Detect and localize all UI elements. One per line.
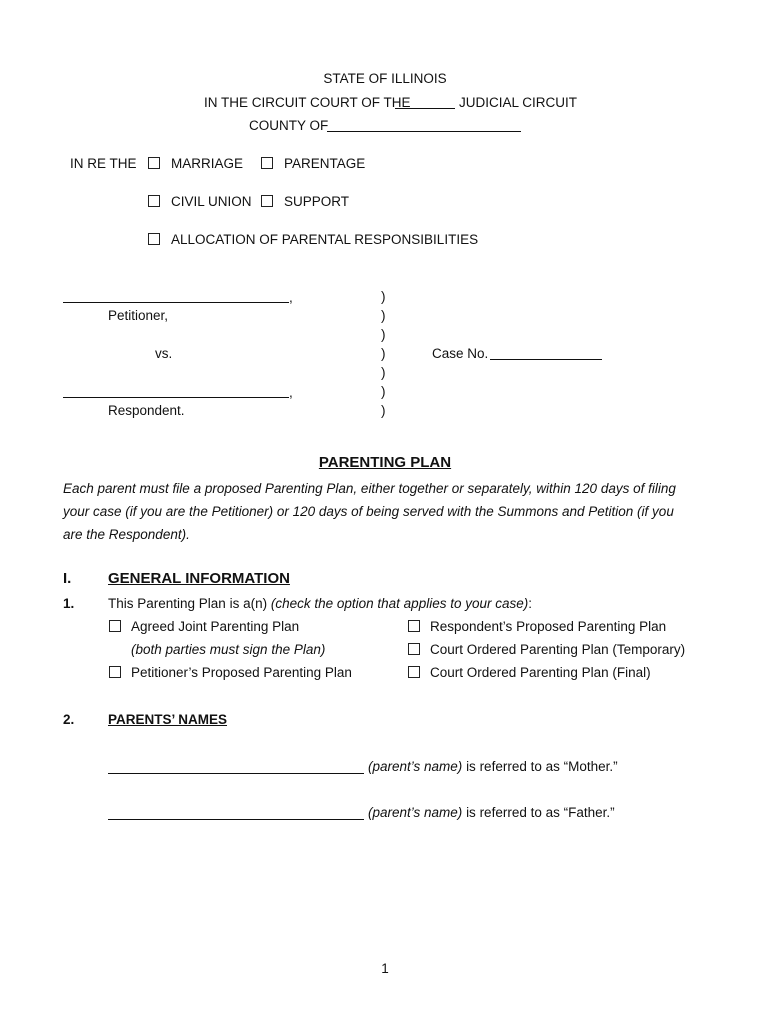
respondent-name-field[interactable] xyxy=(63,397,289,398)
section-numeral: I. xyxy=(63,570,72,587)
paren: ) xyxy=(381,365,386,380)
item-number: 2. xyxy=(63,712,75,727)
marriage-checkbox[interactable] xyxy=(148,157,160,169)
county-label: COUNTY OF xyxy=(249,118,329,133)
mother-name-field[interactable] xyxy=(108,773,364,774)
support-checkbox[interactable] xyxy=(261,195,273,207)
respondent-plan-checkbox[interactable] xyxy=(408,620,420,632)
in-re-label: IN RE THE xyxy=(70,156,137,171)
plan-type-question xyxy=(108,596,532,612)
case-no-label: Case No. xyxy=(432,346,489,361)
parents-names-heading: PARENTS’ NAMES xyxy=(108,712,228,727)
state-heading: STATE OF ILLINOIS xyxy=(323,71,447,86)
document-title: PARENTING PLAN xyxy=(318,454,452,471)
intro-paragraph xyxy=(63,477,713,546)
case-no-field[interactable] xyxy=(490,359,602,360)
county-field[interactable] xyxy=(327,131,521,132)
court-temporary-checkbox[interactable] xyxy=(408,643,420,655)
father-label: is referred to as “Father.” xyxy=(466,805,615,820)
agreed-plan-checkbox[interactable] xyxy=(109,620,121,632)
paren: ) xyxy=(381,346,386,361)
allocation-label: ALLOCATION OF PARENTAL RESPONSIBILITIES xyxy=(171,232,479,247)
intro-line: Each parent must file a proposed Parenting Plan, either together or separately, within 120 days of filing xyxy=(63,481,676,496)
father-line-text xyxy=(368,805,615,821)
support-label: SUPPORT xyxy=(284,194,350,209)
paren: ) xyxy=(381,327,386,342)
civil-union-label: CIVIL UNION xyxy=(171,194,252,209)
section-heading: GENERAL INFORMATION xyxy=(108,570,290,587)
plan-type-colon: : xyxy=(528,596,533,611)
civil-union-checkbox[interactable] xyxy=(148,195,160,207)
court-prefix: IN THE CIRCUIT COURT OF THE xyxy=(204,95,411,110)
page-number: 1 xyxy=(381,961,389,976)
respondent-comma: , xyxy=(289,385,293,400)
intro-line: your case (if you are the Petitioner) or 120 days of being served with the Summons and Petition (if you xyxy=(63,504,674,519)
agreed-plan-note: (both parties must sign the Plan) xyxy=(131,642,326,657)
petitioner-name-field[interactable] xyxy=(63,302,289,303)
parent-name-hint: (parent’s name) xyxy=(368,805,463,820)
parentage-checkbox[interactable] xyxy=(261,157,273,169)
mother-line-text xyxy=(368,759,618,775)
plan-type-instruction: (check the option that applies to your case) xyxy=(270,596,529,611)
paren: ) xyxy=(381,289,386,304)
intro-line: are the Respondent). xyxy=(63,527,190,542)
petitioner-plan-label: Petitioner’s Proposed Parenting Plan xyxy=(131,665,352,680)
court-final-checkbox[interactable] xyxy=(408,666,420,678)
respondent-label: Respondent. xyxy=(108,403,185,418)
father-name-field[interactable] xyxy=(108,819,364,820)
paren: ) xyxy=(381,384,386,399)
plan-type-text: This Parenting Plan is a(n) xyxy=(108,596,268,611)
mother-label: is referred to as “Mother.” xyxy=(466,759,618,774)
paren: ) xyxy=(381,403,386,418)
petitioner-label: Petitioner, xyxy=(108,308,169,323)
circuit-suffix: JUDICIAL CIRCUIT xyxy=(459,95,578,110)
court-final-label: Court Ordered Parenting Plan (Final) xyxy=(430,665,651,680)
agreed-plan-label: Agreed Joint Parenting Plan xyxy=(131,619,300,634)
parent-name-hint: (parent’s name) xyxy=(368,759,463,774)
petitioner-comma: , xyxy=(289,290,293,305)
paren: ) xyxy=(381,308,386,323)
court-temporary-label: Court Ordered Parenting Plan (Temporary) xyxy=(430,642,686,657)
respondent-plan-label: Respondent’s Proposed Parenting Plan xyxy=(430,619,667,634)
item-number: 1. xyxy=(63,596,75,611)
marriage-label: MARRIAGE xyxy=(171,156,244,171)
allocation-checkbox[interactable] xyxy=(148,233,160,245)
petitioner-plan-checkbox[interactable] xyxy=(109,666,121,678)
circuit-number-field[interactable] xyxy=(395,108,455,109)
parentage-label: PARENTAGE xyxy=(284,156,366,171)
vs-label: vs. xyxy=(155,346,173,361)
